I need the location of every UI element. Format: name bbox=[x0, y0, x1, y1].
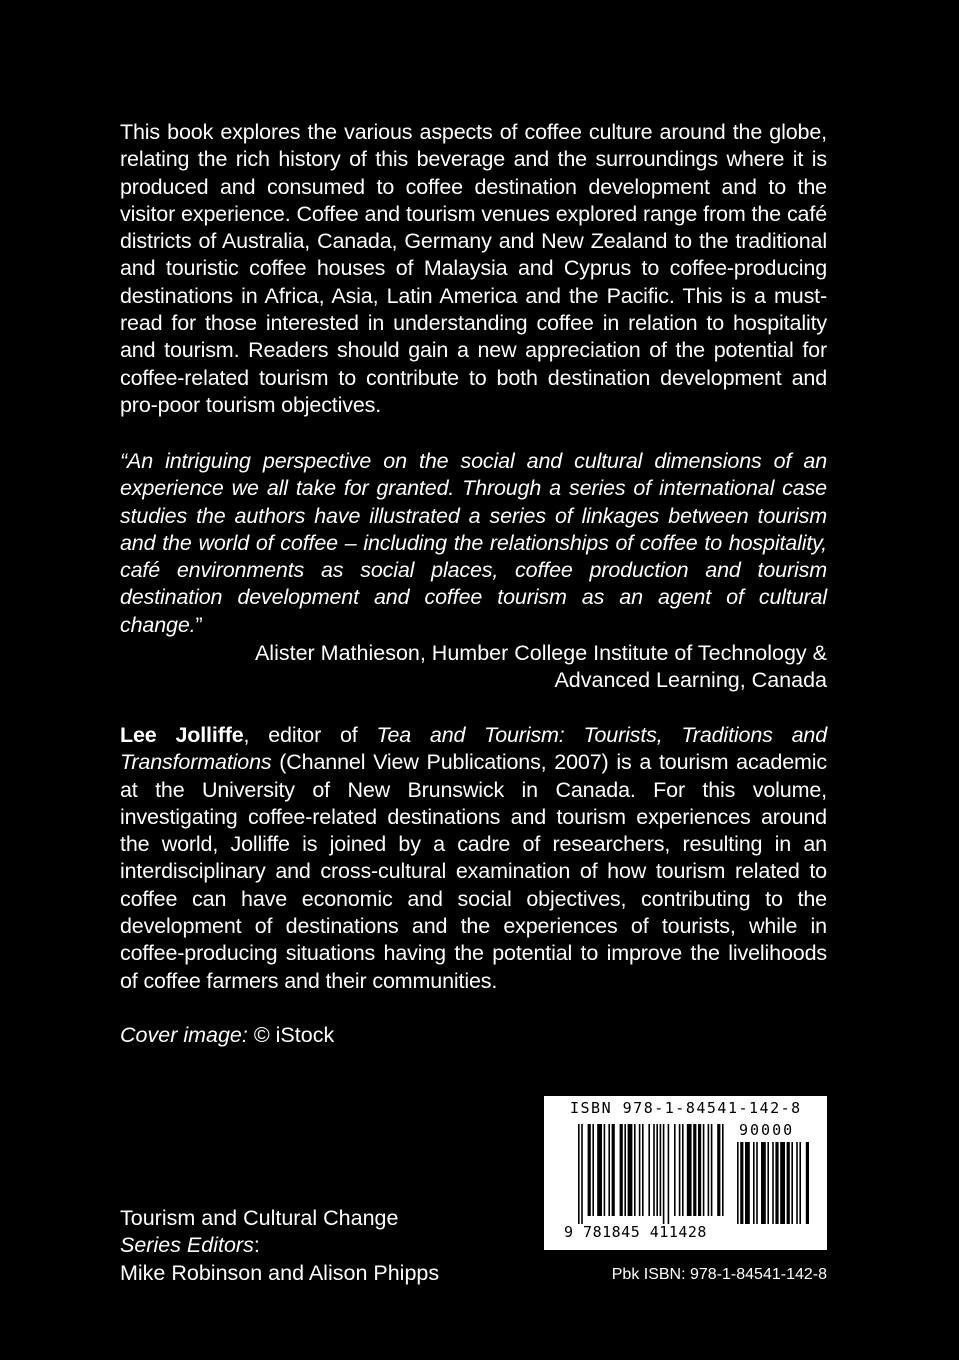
editor-name: Lee Jolliffe bbox=[120, 723, 244, 747]
description-paragraph: This book explores the various aspects of coffee culture around the globe, relating the rich history of this beverage and the surroundings where it is produced and consumed to coffee destination development and to the visitor experience. Coffee and tourism venues explored range from the café districts of Australia, Canada, Germany and New Zealand to the traditional and touristic coffee houses of Malaysia and Cyprus to coffee-producing destinations in Africa, Asia, Latin America and the Pacific. This is a must-read for those interested in understanding coffee in relation to hospitality and tourism. Readers should gain a new appreciation of the potential for coffee-related tourism to contribute to both destination development and pro-poor tourism objectives. bbox=[120, 120, 827, 417]
barcode-price-code: 90000 bbox=[739, 1121, 795, 1139]
open-quote-mark: “ bbox=[120, 449, 128, 473]
review-attribution bbox=[120, 640, 827, 695]
review-quote-text: An intriguing perspective on the social and cultural dimensions of an experience we all take for granted. Through a series of international case studies the authors have illustrated a series of linkages between tourism and the world of coffee – including the relationships of coffee to hospitality, café environments as social places, coffee production and tourism destination development and coffee tourism as an agent of cultural change. bbox=[120, 449, 827, 637]
credit-label: Cover image: bbox=[120, 1023, 248, 1047]
credit-value: © iStock bbox=[247, 1023, 335, 1047]
series-info bbox=[120, 1205, 439, 1287]
attribution-line-2: Advanced Learning, Canada bbox=[554, 668, 827, 693]
series-editors: Mike Robinson and Alison Phipps bbox=[120, 1260, 440, 1285]
book-title: Tea and Tourism: Tourists, Traditions and Transformations bbox=[120, 723, 827, 775]
attribution-line-1: Alister Mathieson, Humber College Institute of Technology & bbox=[254, 641, 827, 665]
editor-bio bbox=[120, 722, 827, 995]
pbk-isbn: Pbk ISBN: 978-1-84541-142-8 bbox=[611, 1266, 827, 1283]
addon-bars bbox=[737, 1142, 809, 1224]
cover-image-credit bbox=[120, 1022, 334, 1049]
series-name: Tourism and Cultural Change bbox=[120, 1206, 399, 1230]
series-editors-label: Series Editors bbox=[120, 1233, 254, 1258]
bio-text-2: (Channel View Publications, 2007) is a tourism academic at the University of New Brunswick in Canada. For this volume, investigating coffee-related destinations and tourism experiences around the world, Jolliffe is joined by a cadre of researchers, resulting in an interdisciplinary and cross-cultural examination of how tourism related to coffee can have economic and social objectives, contributing to the development of destinations and the experiences of tourists, while in coffee-producing situations having the potential to improve the livelihoods of coffee farmers and their communities. bbox=[120, 750, 827, 993]
close-quote-mark: ” bbox=[195, 612, 203, 637]
review-quote bbox=[120, 448, 827, 639]
bio-text-1: , editor of bbox=[243, 723, 377, 747]
barcode-isbn-header: ISBN 978-1-84541-142-8 bbox=[570, 1099, 802, 1117]
series-editors-heading bbox=[120, 1232, 439, 1259]
series-editors-colon: : bbox=[253, 1233, 260, 1258]
barcode-digits: 9 781845 411428 bbox=[564, 1223, 707, 1241]
isbn-barcode bbox=[544, 1096, 827, 1250]
ean13-bars bbox=[578, 1124, 726, 1224]
